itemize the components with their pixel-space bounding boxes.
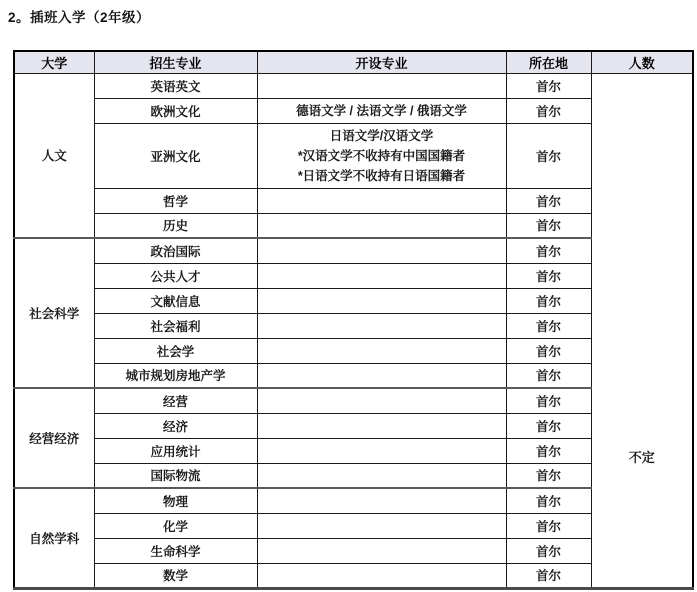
location-cell: 首尔 [506, 98, 591, 123]
major-cell: 哲学 [94, 188, 257, 213]
location-cell: 首尔 [506, 438, 591, 463]
university-cell: 自然学科 [14, 488, 94, 588]
major-cell: 经济 [94, 413, 257, 438]
offered-cell [257, 238, 506, 263]
location-cell: 首尔 [506, 73, 591, 98]
major-cell: 文献信息 [94, 288, 257, 313]
major-cell: 数学 [94, 563, 257, 588]
offered-cell [257, 98, 506, 123]
location-cell: 首尔 [506, 338, 591, 363]
offered-line: 德语文学 / 法语文学 / 俄语文学 [296, 103, 467, 118]
location-cell: 首尔 [506, 288, 591, 313]
location-cell: 首尔 [506, 313, 591, 338]
major-cell: 政治国际 [94, 238, 257, 263]
university-cell: 社会科学 [14, 238, 94, 388]
location-cell: 首尔 [506, 513, 591, 538]
section-title: 2。插班入学（2年级） [8, 10, 151, 25]
offered-cell [257, 463, 506, 488]
location-cell: 首尔 [506, 538, 591, 563]
offered-cell [257, 438, 506, 463]
major-cell: 公共人才 [94, 263, 257, 288]
location-cell: 首尔 [506, 413, 591, 438]
location-cell: 首尔 [506, 363, 591, 388]
major-cell: 历史 [94, 213, 257, 238]
major-cell: 欧洲文化 [94, 98, 257, 123]
location-cell: 首尔 [506, 188, 591, 213]
table-row [14, 73, 693, 98]
location-cell: 首尔 [506, 563, 591, 588]
major-cell: 社会福利 [94, 313, 257, 338]
location-cell: 首尔 [506, 213, 591, 238]
count-value: 不定 [628, 449, 655, 465]
offered-line: *汉语文学不收持有中国国籍者 [297, 148, 466, 163]
major-cell: 亚洲文化 [94, 123, 257, 188]
location-cell: 首尔 [506, 123, 591, 188]
header-offered: 开设专业 [257, 51, 506, 73]
offered-cell [257, 388, 506, 413]
major-cell: 化学 [94, 513, 257, 538]
offered-cell [257, 313, 506, 338]
university-cell: 经营经济 [14, 388, 94, 488]
offered-cell [257, 288, 506, 313]
admissions-table [13, 50, 694, 590]
major-cell: 经营 [94, 388, 257, 413]
header-row [14, 51, 693, 73]
major-cell: 国际物流 [94, 463, 257, 488]
major-cell: 生命科学 [94, 538, 257, 563]
offered-cell [257, 213, 506, 238]
offered-cell [257, 263, 506, 288]
major-cell: 社会学 [94, 338, 257, 363]
major-cell: 应用统计 [94, 438, 257, 463]
header-university: 大学 [14, 51, 94, 73]
major-cell: 英语英文 [94, 73, 257, 98]
offered-line: *日语文学不收持有日语国籍者 [297, 168, 466, 183]
offered-cell [257, 488, 506, 513]
offered-cell [257, 513, 506, 538]
header-major: 招生专业 [94, 51, 257, 73]
count-cell [591, 73, 693, 588]
location-cell: 首尔 [506, 238, 591, 263]
location-cell: 首尔 [506, 263, 591, 288]
major-cell: 城市规划房地产学 [94, 363, 257, 388]
offered-cell [257, 338, 506, 363]
location-cell: 首尔 [506, 488, 591, 513]
header-count: 人数 [591, 51, 693, 73]
table-header [14, 51, 693, 73]
offered-cell [257, 73, 506, 98]
location-cell: 首尔 [506, 463, 591, 488]
offered-cell [257, 188, 506, 213]
offered-line: 日语文学/汉语文学 [329, 128, 434, 143]
offered-cell [257, 363, 506, 388]
major-cell: 物理 [94, 488, 257, 513]
table-body [14, 73, 693, 588]
offered-cell [257, 563, 506, 588]
offered-cell [257, 413, 506, 438]
offered-cell [257, 538, 506, 563]
offered-cell [257, 123, 506, 188]
header-location: 所在地 [506, 51, 591, 73]
university-cell: 人文 [14, 73, 94, 238]
location-cell: 首尔 [506, 388, 591, 413]
